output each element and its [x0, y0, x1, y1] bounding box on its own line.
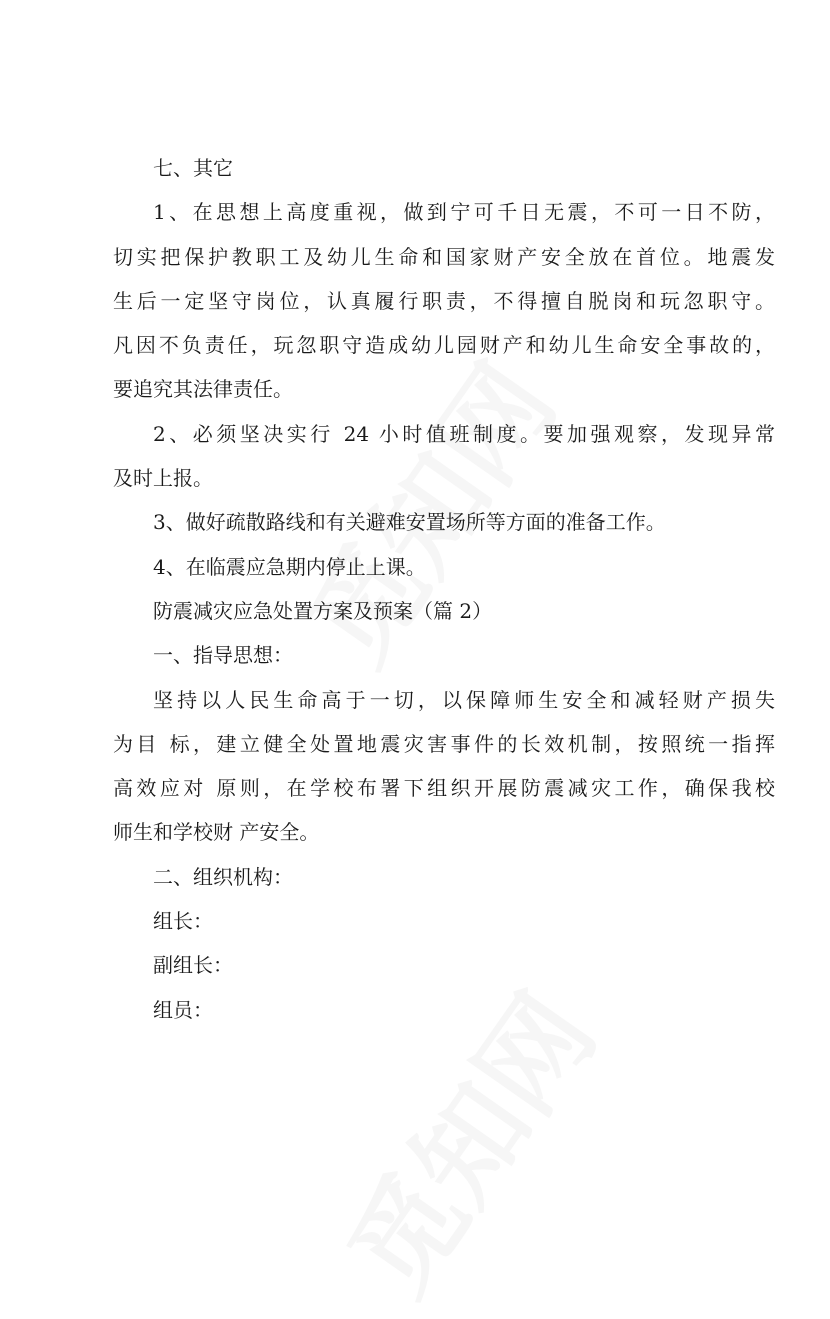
document-page	[113, 150, 775, 1036]
paragraph	[113, 947, 775, 991]
text-line: 师生和学校财 产安全。	[113, 820, 320, 845]
text-line: 4、在临震应急期内停止上课。	[153, 554, 426, 579]
text-line: 二、组织机构：	[153, 864, 293, 889]
paragraph	[113, 549, 775, 593]
text-line: 3、做好疏散路线和有关避难安置场所等方面的准备工作。	[153, 510, 666, 535]
text-line: 2、必须坚决实行 24 小时值班制度。要加强观察，发现异常	[153, 421, 775, 446]
paragraph	[113, 416, 775, 505]
paragraph	[113, 637, 775, 681]
text-line: 为目 标，建立健全处置地震灾害事件的长效机制，按照统一指挥	[113, 731, 775, 756]
paragraph	[113, 682, 775, 859]
text-line: 组长：	[153, 909, 213, 934]
paragraph	[113, 504, 775, 548]
paragraph	[113, 992, 775, 1036]
text-line: 高效应对 原则，在学校布署下组织开展防震减灾工作，确保我校	[113, 776, 775, 801]
text-line: 生后一定坚守岗位，认真履行职责，不得擅自脱岗和玩忽职守。	[113, 288, 775, 313]
paragraph	[113, 194, 775, 415]
text-line: 七、其它	[153, 156, 233, 180]
paragraph	[113, 903, 775, 947]
paragraph	[113, 593, 775, 637]
paragraph	[113, 150, 775, 194]
text-line: 切实把保护教职工及幼儿生命和国家财产安全放在首位。地震发	[113, 244, 775, 269]
text-line: 组员：	[153, 997, 213, 1022]
text-line: 凡因不负责任，玩忽职守造成幼儿园财产和幼儿生命安全事故的，	[113, 333, 775, 358]
text-line: 及时上报。	[113, 466, 213, 491]
text-line: 副组长：	[153, 953, 233, 978]
text-line: 坚持以人民生命高于一切，以保障师生安全和减轻财产损失	[153, 687, 775, 712]
text-line: 防震减灾应急处置方案及预案（篇 2）	[153, 598, 493, 623]
paragraph	[113, 859, 775, 903]
text-line: 1、在思想上高度重视，做到宁可千日无震，不可一日不防，	[153, 200, 775, 225]
text-line: 要追究其法律责任。	[113, 377, 293, 402]
text-line: 一、指导思想：	[153, 643, 293, 668]
